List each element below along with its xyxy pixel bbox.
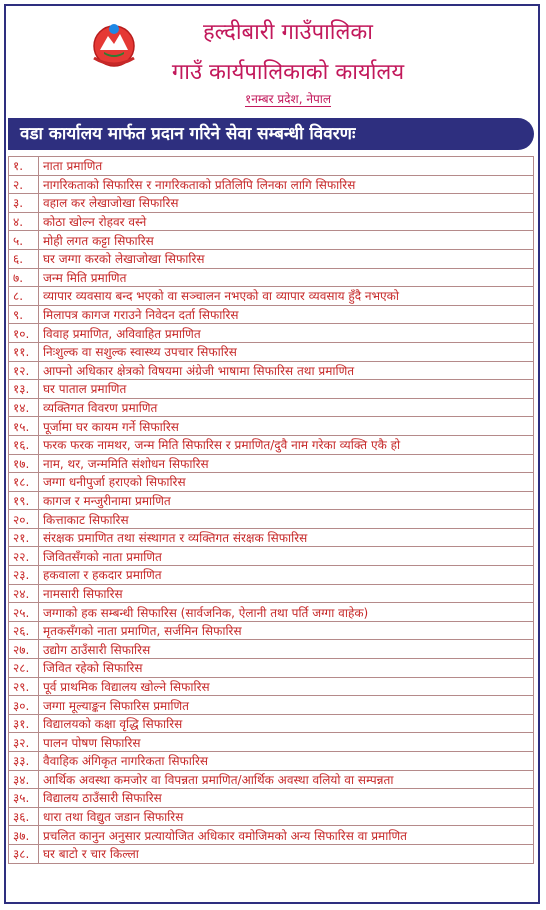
table-row xyxy=(9,305,534,324)
table-row xyxy=(9,696,534,715)
table-row xyxy=(9,677,534,696)
row-number: २२. xyxy=(9,547,39,566)
service-description: कोठा खोल्न रोहवर वस्ने xyxy=(38,212,533,231)
row-number: १२. xyxy=(9,361,39,380)
service-description: नाम, थर, जन्ममिति संशोधन सिफारिस xyxy=(38,454,533,473)
table-row xyxy=(9,528,534,547)
row-number: १०. xyxy=(9,324,39,343)
service-description: उद्योग ठाउँसारी सिफारिस xyxy=(38,640,533,659)
service-description: घर जग्गा करको लेखाजोखा सिफारिस xyxy=(38,249,533,268)
row-number: २७. xyxy=(9,640,39,659)
row-number: १६. xyxy=(9,435,39,454)
row-number: ३३. xyxy=(9,752,39,771)
province-label: १नम्बर प्रदेश, नेपाल xyxy=(244,92,332,106)
table-row xyxy=(9,491,534,510)
row-number: ८. xyxy=(9,287,39,306)
row-number: २१. xyxy=(9,528,39,547)
row-number: ६. xyxy=(9,249,39,268)
row-number: ३१. xyxy=(9,714,39,733)
row-number: ४. xyxy=(9,212,39,231)
table-row xyxy=(9,287,534,306)
row-number: ३८. xyxy=(9,844,39,863)
row-number: ५. xyxy=(9,231,39,250)
table-row xyxy=(9,584,534,603)
service-description: घर बाटो र चार किल्ला xyxy=(38,844,533,863)
row-number: १९. xyxy=(9,491,39,510)
row-number: २५. xyxy=(9,603,39,622)
row-number: ३. xyxy=(9,194,39,213)
table-row xyxy=(9,826,534,845)
service-description: पूर्जामा घर कायम गर्ने सिफारिस xyxy=(38,417,533,436)
table-row xyxy=(9,435,534,454)
service-description: संरक्षक प्रमाणित तथा संस्थागत र व्यक्तिगत संरक्षक सिफारिस xyxy=(38,528,533,547)
table-row xyxy=(9,380,534,399)
table-row xyxy=(9,361,534,380)
row-number: २८. xyxy=(9,659,39,678)
table-row xyxy=(9,454,534,473)
service-description: जग्गाको हक सम्बन्धी सिफारिस (सार्वजनिक, ऐलानी तथा पर्ति जग्गा वाहेक) xyxy=(38,603,533,622)
service-description: धारा तथा विद्युत जडान सिफारिस xyxy=(38,807,533,826)
table-row xyxy=(9,566,534,585)
service-description: जग्गा धनीपुर्जा हराएको सिफारिस xyxy=(38,473,533,492)
service-description: मिलापत्र कागज गराउने निवेदन दर्ता सिफारिस xyxy=(38,305,533,324)
table-row xyxy=(9,473,534,492)
service-description: मृतकसँगको नाता प्रमाणित, सर्जमिन सिफारिस xyxy=(38,621,533,640)
row-number: २. xyxy=(9,175,39,194)
row-number: १७. xyxy=(9,454,39,473)
service-description: घर पाताल प्रमाणित xyxy=(38,380,533,399)
table-row xyxy=(9,194,534,213)
table-row xyxy=(9,510,534,529)
service-description: जन्म मिति प्रमाणित xyxy=(38,268,533,287)
service-description: पूर्व प्राथमिक विद्यालय खोल्ने सिफारिस xyxy=(38,677,533,696)
table-row xyxy=(9,342,534,361)
row-number: २६. xyxy=(9,621,39,640)
service-description: प्रचलित कानुन अनुसार प्रत्यायोजित अधिकार वमोजिमको अन्य सिफारिस वा प्रमाणित xyxy=(38,826,533,845)
row-number: १८. xyxy=(9,473,39,492)
service-description: जिवितसँगको नाता प्रमाणित xyxy=(38,547,533,566)
service-description: नागरिकताको सिफारिस र नागरिकताको प्रतिलिपि लिनका लागि सिफारिस xyxy=(38,175,533,194)
row-number: ३०. xyxy=(9,696,39,715)
row-number: २९. xyxy=(9,677,39,696)
table-row xyxy=(9,175,534,194)
table-row xyxy=(9,249,534,268)
table-row xyxy=(9,770,534,789)
service-description: मोही लगत कट्टा सिफारिस xyxy=(38,231,533,250)
table-row xyxy=(9,789,534,808)
table-row xyxy=(9,640,534,659)
table-row xyxy=(9,417,534,436)
table-row xyxy=(9,547,534,566)
service-description: कित्ताकाट सिफारिस xyxy=(38,510,533,529)
table-row xyxy=(9,714,534,733)
table-row xyxy=(9,621,534,640)
municipality-name: हल्दीबारी गाउँपालिका xyxy=(202,20,374,45)
row-number: १४. xyxy=(9,398,39,417)
service-description: विद्यालयको कक्षा वृद्धि सिफारिस xyxy=(38,714,533,733)
service-description: नामसारी सिफारिस xyxy=(38,584,533,603)
service-description: नाता प्रमाणित xyxy=(38,157,533,176)
service-description: पालन पोषण सिफारिस xyxy=(38,733,533,752)
service-description: निःशुल्क वा सशुल्क स्वास्थ्य उपचार सिफारिस xyxy=(38,342,533,361)
service-description: आर्थिक अवस्था कमजोर वा विपन्नता प्रमाणित/आर्थिक अवस्था वलियो वा सम्पन्नता xyxy=(38,770,533,789)
row-number: ३५. xyxy=(9,789,39,808)
table-row xyxy=(9,268,534,287)
service-description: आफ्नो अधिकार क्षेत्रको विषयमा अंग्रेजी भाषामा सिफारिस तथा प्रमाणित xyxy=(38,361,533,380)
table-row xyxy=(9,807,534,826)
header xyxy=(0,0,546,112)
row-number: ७. xyxy=(9,268,39,287)
table-row xyxy=(9,324,534,343)
section-banner: वडा कार्यालय मार्फत प्रदान गरिने सेवा सम्बन्धी विवरणः xyxy=(8,118,534,150)
table-row xyxy=(9,212,534,231)
table-row xyxy=(9,659,534,678)
service-description: विवाह प्रमाणित, अविवाहित प्रमाणित xyxy=(38,324,533,343)
row-number: ११. xyxy=(9,342,39,361)
row-number: ३४. xyxy=(9,770,39,789)
row-number: ३२. xyxy=(9,733,39,752)
service-description: विद्यालय ठाउँसारी सिफारिस xyxy=(38,789,533,808)
office-name: गाउँ कार्यपालिकाको कार्यालय xyxy=(171,60,405,85)
row-number: ९. xyxy=(9,305,39,324)
table-row xyxy=(9,603,534,622)
row-number: २०. xyxy=(9,510,39,529)
service-description: कागज र मन्जुरीनामा प्रमाणित xyxy=(38,491,533,510)
row-number: १. xyxy=(9,157,39,176)
service-description: वहाल कर लेखाजोखा सिफारिस xyxy=(38,194,533,213)
table-row xyxy=(9,157,534,176)
table-row xyxy=(9,733,534,752)
table-row xyxy=(9,752,534,771)
table-row xyxy=(9,844,534,863)
row-number: २४. xyxy=(9,584,39,603)
service-description: व्यक्तिगत विवरण प्रमाणित xyxy=(38,398,533,417)
table-row xyxy=(9,231,534,250)
row-number: २३. xyxy=(9,566,39,585)
service-description: व्यापार व्यवसाय बन्द भएको वा सञ्चालन नभएको वा व्यापार व्यवसाय हुँदै नभएको xyxy=(38,287,533,306)
service-description: फरक फरक नामथर, जन्म मिति सिफारिस र प्रमाणित/दुवै नाम गरेका व्यक्ति एकै हो xyxy=(38,435,533,454)
service-description: जग्गा मूल्याङ्कन सिफारिस प्रमाणित xyxy=(38,696,533,715)
row-number: १३. xyxy=(9,380,39,399)
services-table xyxy=(8,156,534,864)
service-description: हकवाला र हकदार प्रमाणित xyxy=(38,566,533,585)
service-description: वैवाहिक अंगिकृत नागरिकता सिफारिस xyxy=(38,752,533,771)
table-row xyxy=(9,398,534,417)
row-number: ३६. xyxy=(9,807,39,826)
service-description: जिवित रहेको सिफारिस xyxy=(38,659,533,678)
row-number: १५. xyxy=(9,417,39,436)
row-number: ३७. xyxy=(9,826,39,845)
